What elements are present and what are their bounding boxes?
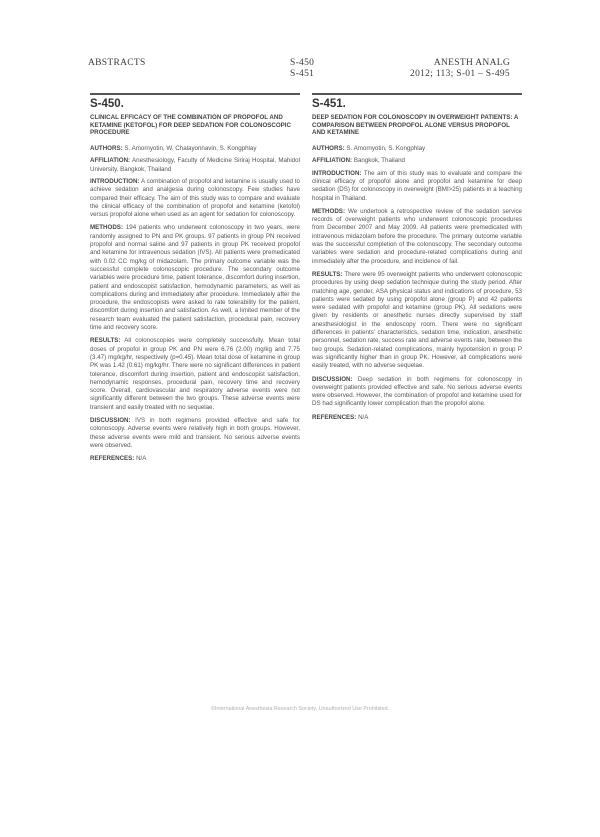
introduction-section: INTRODUCTION: The aim of this study was to evaluate and compare the clinical efficacy of propofol alone and propofol and ketamine for deep sedation (DS) for colonoscopy in overweight (BMI>25) patients in a teaching hospital in Thailand. <box>312 169 522 202</box>
abstract-s450 <box>90 100 300 468</box>
discussion-section: DISCUSSION: Deep sedation in both regimens for colonoscopy in overweight patients provided effective and safe. No serious adverse events were observed. However, the combination of propofol and ketamine used for DS had significantly lower complication than the propofol alone. <box>312 375 522 408</box>
references-section: REFERENCES: N/A <box>90 455 147 463</box>
left-column-rule <box>90 93 300 95</box>
authors: AUTHORS: S. Amornyotin, W. Chalayonnavin, S. Kongphlay <box>90 145 257 153</box>
journal-citation <box>410 58 510 80</box>
affiliation: AFFILIATION: Anesthesiology, Faculty of Medicine Siriraj Hospital, Mahidol University, Bangkok, Thailand <box>90 157 300 173</box>
abstract-number: S-451. <box>312 98 346 110</box>
abstract-s451 <box>312 100 522 427</box>
page-range <box>290 58 314 80</box>
results-section: RESULTS: There were 95 overweight patients who underwent colonoscopic procedures by using deep sedation technique during the study period. After matching age, gender, ASA physical status and indications of procedure, 53 patients were sedated by using propofol alone (group P) and 42 patients were sedated with propofol and ketamine (group PK). All sedations were given by residents or anesthetic nurses directly supervised by staff anesthesiologist in the endoscopy room. There were no significant differences in patients' characteristics, sedation time, indication, anesthetic personnel, sedation rate, success rate and adverse events rate, between the two groups. Sedation-related complications, mainly hypotension in group P was significantly higher than in group PK. However, all complications were easily treated, with no adverse sequelae. <box>312 270 523 370</box>
methods-section: METHODS: 194 patients who underwent colonoscopy in two years, were randomly assigned to PN and PK groups. 97 patients in group PN received propofol and normal saline and 97 patients in group PK received propofol and ketamine for intravenous sedation (IVS). All patients were premedicated with 0.02 CC mg/kg of midazolam. The primary outcome variable was the successful complete colonoscopic procedure. The secondary outcome variables were procedure time, patient tolerance, discomfort during insertion, patient and endoscopist satisfaction, hemodynamic parameters, as well as complications during and immediately after procedure. Immediately after the procedure, the endoscopists were asked to rate tolerability for the patient, discomfort during insertion and satisfaction. As well, a limited member of the research team evaluated the patient satisfaction, procedural pain, recovery time and recovery score. <box>90 224 300 332</box>
abstract-title: DEEP SEDATION FOR COLONOSCOPY IN OVERWEIGHT PATIENTS: A COMPARISON BETWEEN PROPOFOL ALONE VERSUS PROPOFOL AND KETAMINE <box>312 114 519 137</box>
copyright-footer: ©International Anesthesia Research Society. Unauthorized Use Prohibited. <box>210 706 390 712</box>
abstract-title: CLINICAL EFFICACY OF THE COMBINATION OF PROPOFOL AND KETAMINE (KETOFOL) FOR DEEP SEDATION FOR COLONOSCOPIC PROCEDURE <box>90 114 291 137</box>
right-column-rule <box>312 93 522 95</box>
methods-section: METHODS: We undertook a retrospective review of the sedation service records of overweight patients who underwent colonoscopic procedures from December 2007 and May 2009. All patients were premedicated with intravenous midazolam before the procedure. The primary outcome variable was the successful completion of the colonoscopy. The secondary outcome variables were sedation and procedure-related complications during and immediately after the procedure, and incidence of fail. <box>312 207 522 265</box>
journal-volume: 2012; 113; S-01 – S-495 <box>410 69 510 79</box>
journal-section-header: ABSTRACTS <box>88 58 146 68</box>
results-section: RESULTS: All colonoscopies were completely successfully. Mean total doses of propofol in group PK and PN were 6.76 (2.00) mg/kg and 7.75 (3.47) mg/kg/hr, respectively (p=0.45). Mean total dose of ketamine in group PK was 1.42 (0.61) mg/kg/hr. There were no significant differences in patient tolerance, discomfort during insertion, patient and endoscopist satisfaction, hemodynamic responses, procedural pain, recovery time and recovery score. Overall, cardiovascular and respiratory adverse events were not significantly different between the two groups. These adverse events were transient and easily treated with no sequelae. <box>90 337 300 411</box>
affiliation: AFFILIATION: Bangkok, Thailand <box>312 157 405 165</box>
abstract-number: S-450. <box>90 98 124 110</box>
references-section: REFERENCES: N/A <box>312 413 369 421</box>
discussion-section: DISCUSSION: IVS in both regimens provided effective and safe for colonoscopy. Adverse events were relatively high in both groups. However, these adverse events were mild and transient. No serious adverse events were observed. <box>90 416 300 449</box>
journal-name: ANESTH ANALG <box>433 58 510 68</box>
introduction-section: INTRODUCTION: A combination of propofol and ketamine is usually used to achieve sedation and analgesia during colonoscopy. Few studies have compared their efficacy. The aim of this study was to compare and evaluate the clinical efficacy of the combination of propofol and ketamine (ketofol) versus propofol alone when used as an agent for sedation for colonoscopy. <box>90 177 300 219</box>
authors: AUTHORS: S. Amornyotin, S. Kongphlay <box>312 145 426 153</box>
page-range-end: S-451 <box>290 69 315 79</box>
page-range-start: S-450 <box>290 58 315 68</box>
